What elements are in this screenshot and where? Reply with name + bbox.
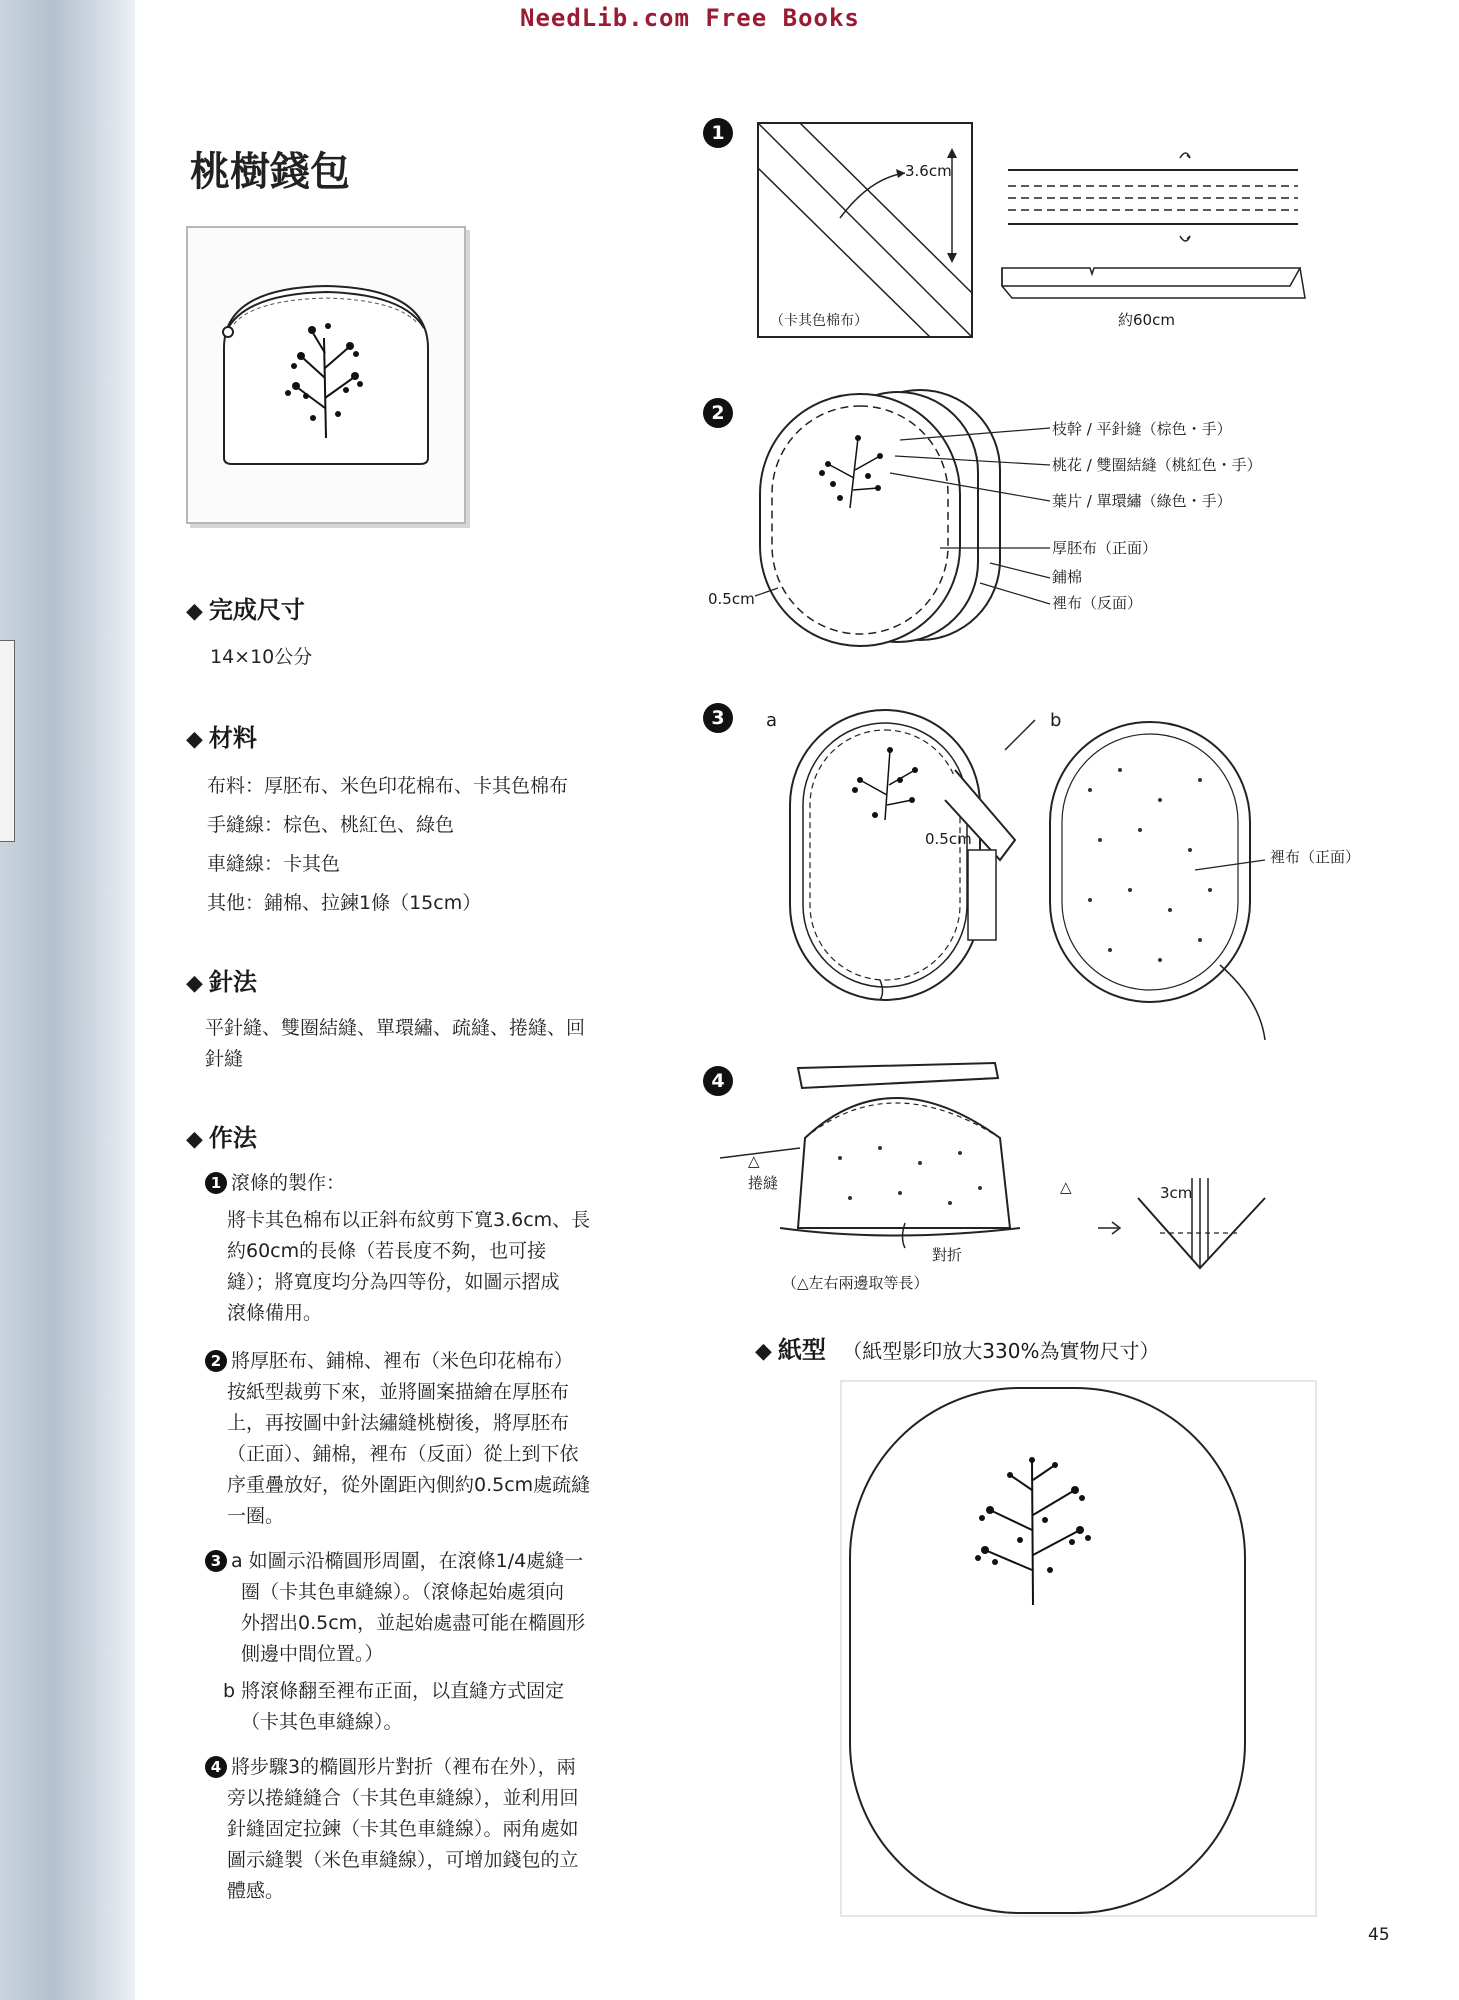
svg-text:△: △ [748,1152,760,1170]
step-line: 將厚胚布、鋪棉、裡布（米色印花棉布） [231,1350,574,1372]
diamond-icon: ◆ [186,971,203,996]
callout-label: 枝幹 / 平針縫（棕色・手） [1052,420,1232,438]
materials-heading: ◆ 材料 [186,724,257,752]
step-number-badge: 1 [205,1172,227,1194]
method-heading: ◆ 作法 [186,1124,257,1152]
stitches-line: 平針縫、雙圈結縫、單環繡、疏縫、捲縫、回 [205,1017,586,1039]
seam-allowance-label: 0.5cm [708,590,755,608]
step-number-badge: 3 [205,1550,227,1572]
size-value: 14×10公分 [210,646,313,668]
whip-stitch-label: 捲縫 [748,1174,779,1192]
step-line: 針縫固定拉鍊（卡其色車縫線）。兩角處如 [227,1818,579,1840]
callout-label: 桃花 / 雙圈結縫（桃紅色・手） [1052,456,1262,474]
step-line: （正面）、鋪棉，裡布（反面）從上到下依 [227,1443,579,1465]
equal-length-note: （△左右兩邊取等長） [782,1274,929,1292]
previous-page-edge [0,640,15,842]
finished-strip-diagram [1002,268,1305,298]
step-line: 一圈。 [227,1505,285,1527]
seam-allowance-label: 0.5cm [925,830,972,848]
callout-label: 鋪棉 [1052,568,1083,586]
sub-a-label: a [766,710,778,731]
step-number-badge: 2 [205,1350,227,1372]
step-line: 體感。 [227,1880,285,1902]
step-line: 將卡其色棉布以正斜布紋剪下寬3.6cm、長 [227,1209,591,1231]
step-line: 按紙型裁剪下來，並將圖案描繪在厚胚布 [227,1381,570,1403]
diagram-2-number: 2 [703,398,733,428]
step-line: 上，再按圖中針法繡縫桃樹後，將厚胚布 [227,1412,570,1434]
lining-label: 裡布（正面） [1270,848,1361,866]
diagram-1-binding-strip [740,118,1320,358]
product-photo [186,226,466,524]
step-line: 圈（卡其色車縫線）。（滾條起始處須向 [241,1581,565,1603]
corner-size-label: 3cm [1160,1184,1193,1202]
method-step-4 [205,1752,645,1907]
step-line: 將步驟3的橢圓形片對折（裡布在外），兩 [231,1756,576,1778]
method-step-2 [205,1346,645,1532]
sub-b-label: b [1050,710,1062,731]
folded-strip-diagram [1008,153,1298,241]
method-step-3 [205,1546,645,1738]
diamond-icon: ◆ [186,1127,203,1152]
step-line: 滾條備用。 [227,1302,323,1324]
step-line: （卡其色車縫線）。 [241,1711,403,1733]
diagram-4-number: 4 [703,1066,733,1096]
step-line: a 如圖示沿橢圓形周圍，在滾條1/4處縫一 [231,1550,584,1572]
materials-list [207,767,568,923]
length-label: 約60cm [1118,311,1175,329]
diagram-4-assembly [720,1048,1320,1298]
materials-line: 車縫線：卡其色 [207,853,341,875]
step-number-badge: 4 [205,1756,227,1778]
stitches-heading: ◆ 針法 [186,968,257,996]
page-gutter [0,0,135,2000]
step-line: 外摺出0.5cm，並起始處盡可能在橢圓形 [241,1612,586,1634]
diamond-icon: ◆ [186,727,203,752]
diagram-3-number: 3 [703,703,733,733]
size-heading: ◆ 完成尺寸 [186,596,305,624]
step-line: 序重疊放好，從外圍距內側約0.5cm處疏縫 [227,1474,591,1496]
pattern-note: （紙型影印放大330%為實物尺寸） [842,1339,1160,1363]
diagram-3-binding-attach [740,700,1380,1050]
diamond-icon: ◆ [755,1339,772,1364]
step-line: 縫）；將寬度均分為四等份，如圖示摺成 [227,1271,560,1293]
stitches-line: 針縫 [205,1048,244,1070]
step-line: 約60cm的長條（若長度不夠，也可接 [227,1240,547,1262]
page-title: 桃樹錢包 [190,149,350,195]
step-line: b 將滾條翻至裡布正面，以直縫方式固定 [223,1680,565,1702]
materials-line: 布料：厚胚布、米色印花棉布、卡其色棉布 [207,775,569,797]
step-line: 側邊中間位置。） [241,1643,384,1665]
step-line: 圖示縫製（米色車縫線），可增加錢包的立 [227,1849,579,1871]
callout-label: 裡布（反面） [1052,594,1143,612]
step-title: 滾條的製作： [231,1172,346,1194]
width-label: 3.6cm [905,162,952,180]
svg-text:△: △ [1060,1178,1072,1196]
step-line: 旁以捲縫縫合（卡其色車縫線），並利用回 [227,1787,579,1809]
materials-line: 手縫線：棕色、桃紅色、綠色 [207,814,455,836]
page-number: 45 [1368,1925,1390,1945]
diagram-2-layering [700,378,1340,668]
pattern-oval-outline [850,1388,1245,1913]
pattern-template [840,1380,1320,1920]
materials-line: 其他：鋪棉、拉鍊1條（15cm） [207,892,482,914]
callout-label: 葉片 / 單環繡（綠色・手） [1052,492,1232,510]
pattern-heading: ◆ 紙型 （紙型影印放大330%為實物尺寸） [755,1336,1160,1364]
diamond-icon: ◆ [186,599,203,624]
method-step-1 [205,1168,645,1329]
fold-label: 對折 [932,1246,963,1264]
callout-label: 厚胚布（正面） [1052,539,1158,557]
header-banner: NeedLib.com Free Books [520,4,860,32]
purse-illustration [188,228,464,522]
fabric-label: （卡其色棉布） [770,313,868,329]
stitches-list [205,1013,585,1075]
diagram-1-number: 1 [703,118,733,148]
